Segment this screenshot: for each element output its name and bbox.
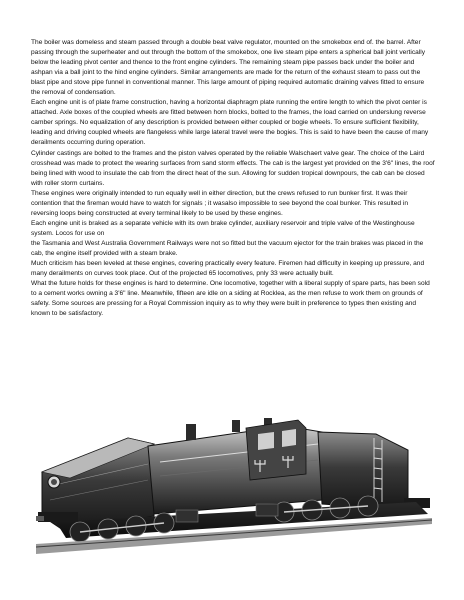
paragraph-criticism: Much criticism has been leveled at these engines, covering practically every feature. Firemen had difficulty in keeping up pressure, and many derailments on curves took place. Out of the projected 65 locomotives, pnly 33 were actually built. xyxy=(31,260,425,278)
paragraph-braking: Each engine unit is braked as a separate vehicle with its own brake cylinder, auxiliary reservoir and triple valve of the Westinghouse system. Locos for use on xyxy=(31,219,415,237)
paragraph-engine-unit-frames: Each engine unit is of plate frame construction, having a horizontal diaphragm plate running the entire length to which the pivot center is attached. Axle boxes of the coupled wheels are fitted between horn blocks, bolted to the frames, the load carried on underslung reverse camber springs. No equalization of any description is provided between either coupled or bogie wheels. To ensure sufficient flexibility, leading and driving coupled wheels are flangeless while large lateral travel were the bogies. This is said to have been the cause of many derailments occurring during operation. xyxy=(31,99,429,147)
paragraph-boiler: The boiler was domeless and steam passed through a double beat valve regulator, mounted on the smokebox end of. the barrel. After passing through the superheater and out through the bottom of the smokebox, one live steam pipe enters a spherical ball joint vertically below the leading pivot center and thence to the front engine cylinders. The remaining steam pipe passes back under the boiler and ashpan via a ball joint to the hind engine cylinders. Similar arrangements are made for the return of the exhaust steam to pass out the blast pipe and stove pipe funnel in conventional manner. This large amount of piping required automatic draining valves fitted to ensure the removal of condensation. xyxy=(31,39,426,97)
paragraph-direction-of-running: These engines were originally intended to run equally well in either direction, but the crews refused to run bunker first. It was their contention that the fireman would have to watch for signals ; it wasalso impossible to see beyond the coal bunker. This resulted in reversing loops being constructed at every terminal likely to be used by these engines. xyxy=(31,189,409,217)
paragraph-future: What the future holds for these engines is hard to determine. One locomotive, together with a liberal supply of spare parts, has been sold to a cement works owning a 3'6" line. Meanwhile, fifteen are idle on a siding at Rocklea, as the men refuse to work them on grounds of safety. Some sources are pressing for a Royal Commission inquiry as to why they were built in preference to types then existing and known to be satisfactory. xyxy=(31,280,430,318)
paragraph-tasmania-wa: the Tasmania and West Australia Government Railways were not so fitted but the vacuum ejector for the train brakes was placed in the cab, the engine itself provided with a steam brake. xyxy=(31,239,424,257)
paragraph-cylinder-castings: Cylinder castings are bolted to the frames and the piston valves operated by the reliable Walschaert valve gear. The choice of the Laird crosshead was made to protect the wearing surfaces from sand storm effects. The cab is the largest yet provided on the 3'6" lines, the roof being lined with wood to insulate the cab from the direct heat of the sun. Allowing for sudden tropical downpours, the cab can be closed with roller storm curtains. xyxy=(31,149,435,187)
boiler-unit xyxy=(148,418,322,514)
locomotive-photo xyxy=(36,404,432,556)
body-text xyxy=(31,38,435,319)
